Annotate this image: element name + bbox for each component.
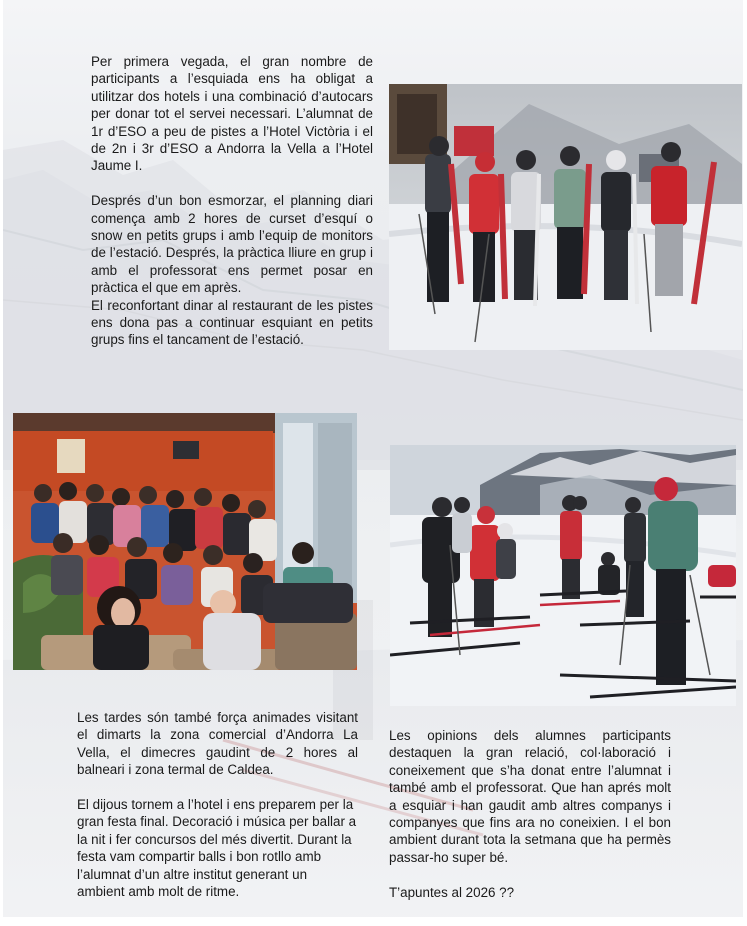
intro-text-block <box>91 53 373 349</box>
closing-question: T’apuntes al 2026 ?? <box>389 884 515 900</box>
intro-paragraph-1: Per primera vegada, el gran nombre de participants a l’esquiada ens ha obligat a utilitzar dos hotels i una combinació d’autocars per donar tot el servei necessari. L’alumnat de 1r d’ESO a peu de pistes a l’Hotel Victòria i el de 2n i 3r d’ESO a Andorra la Vella a l’Hotel Jaume I. <box>91 54 373 174</box>
afternoons-paragraph-1: Les tardes són també força animades visitant el dimarts la zona comercial d’Andorra La Vella, el dimecres gaudint de 2 hores al balneari i zona termal de Caldea. <box>77 710 358 778</box>
opinions-paragraph: Les opinions dels alumnes participants destaquen la gran relació, col·laboració i coneixement que s’ha donat entre l’alumnat i també amb el professorat. Que han aprés molt a esquiar i han gaudit amb altres companys i companyes que fins ara no coneixien. I el bon ambient durant tota la setmana que ha permès passar-ho super bé. <box>389 728 671 865</box>
photo-ski-class-slope <box>390 445 736 706</box>
intro-paragraph-2: Després d’un bon esmorzar, el planning diari comença amb 2 hores de curset d’esquí o snow en petits grups i amb l’equip de monitors de l’estació. Després, la pràctica lliure en grup i amb el professorat ens permet posar en pràctica el que em après. <box>91 193 373 296</box>
party-paragraph: El dijous tornem a l’hotel i ens preparem per la gran festa final. Decoració i música per ballar a la nit i fer concursos del més divertit. Durant la festa vam compartir balls i bon rotllo amb l’alumnat d’un altre institut generant un ambient amb molt de ritme. <box>77 797 357 900</box>
photo-students-ski-group <box>389 84 742 350</box>
opinions-text-block <box>389 727 671 901</box>
afternoons-text-block <box>77 709 358 900</box>
intro-paragraph-3: El reconfortant dinar al restaurant de les pistes ens dona pas a continuar esquiant en petits grups fins el tancament de l’estació. <box>91 297 373 348</box>
photo-hotel-lobby-group <box>13 413 357 670</box>
newsletter-page <box>3 0 743 917</box>
